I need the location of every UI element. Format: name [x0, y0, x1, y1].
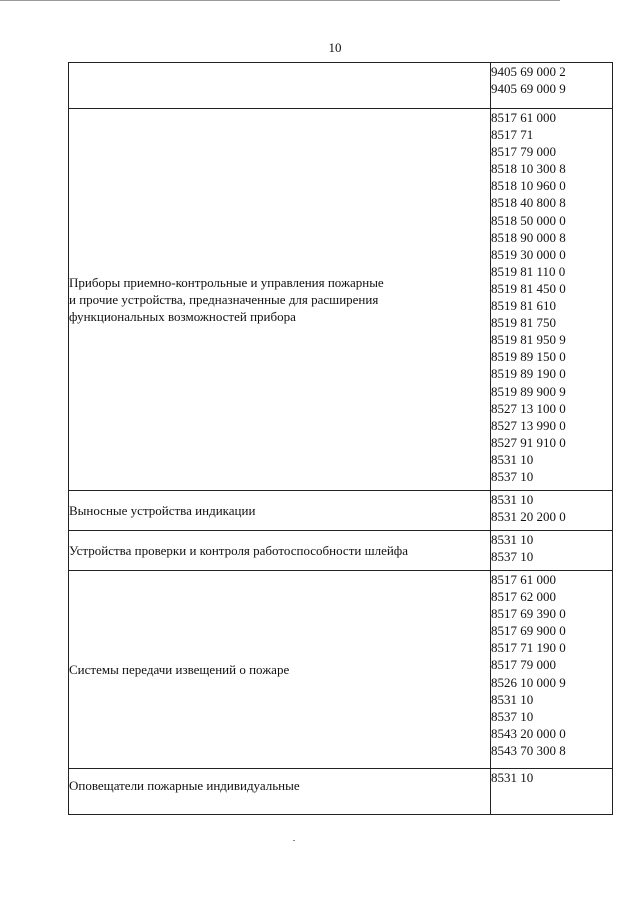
tn-ved-code: 8531 20 200 0 [491, 509, 566, 525]
tn-ved-code: 8519 81 110 0 [491, 263, 566, 279]
tn-ved-code: 8531 10 [491, 492, 534, 507]
table-row [69, 63, 613, 109]
tn-ved-code: 8519 30 000 0 [491, 246, 566, 262]
product-description-line: Оповещатели пожарные индивидуальные [69, 777, 300, 793]
product-description-cell [69, 63, 491, 109]
tn-ved-codes-cell [491, 769, 613, 815]
tn-ved-codes-cell [491, 531, 613, 571]
tn-ved-code: 8518 50 000 0 [491, 212, 566, 228]
product-description-cell [69, 491, 491, 531]
tn-ved-codes-cell [491, 109, 613, 491]
tn-ved-code: 8519 89 900 9 [491, 383, 566, 399]
tn-ved-code: 8517 69 900 0 [491, 623, 566, 639]
tn-ved-code: 8519 81 750 [491, 315, 556, 331]
tn-ved-code: 8543 20 000 0 [491, 725, 566, 741]
tn-ved-codes-cell [491, 491, 613, 531]
tn-ved-code: 8518 10 300 8 [491, 161, 566, 177]
tn-ved-code: 8518 90 000 8 [491, 229, 566, 245]
table-row [69, 109, 613, 491]
tn-ved-code: 8527 13 990 0 [491, 417, 566, 433]
product-description-line: и прочие устройства, предназначенные для расширения [69, 291, 379, 307]
tn-ved-code: 8517 61 000 [491, 110, 556, 125]
page-number: 10 [328, 40, 342, 55]
tn-ved-code: 8537 10 [491, 468, 534, 484]
tn-ved-codes-cell [491, 63, 613, 109]
table-body [69, 63, 613, 815]
tn-ved-code: 8527 91 910 0 [491, 434, 566, 450]
tn-ved-code: 8519 81 950 9 [491, 332, 566, 348]
goods-codes-table [68, 62, 613, 815]
tn-ved-code: 8531 10 [491, 451, 534, 467]
product-description-line: Устройства проверки и контроля работоспособности шлейфа [69, 542, 409, 558]
tn-ved-code: 8518 10 960 0 [491, 178, 566, 194]
tn-ved-code: 8518 40 800 8 [491, 195, 566, 211]
tn-ved-code: 8531 10 [491, 691, 534, 707]
tn-ved-code: 8531 10 [491, 532, 534, 547]
tn-ved-code: 8543 70 300 8 [491, 742, 566, 758]
product-description-line: Системы передачи извещений о пожаре [69, 661, 290, 677]
table-row [69, 531, 613, 571]
tn-ved-code: 8517 71 190 0 [491, 640, 566, 656]
tn-ved-code: 9405 69 000 9 [491, 81, 566, 97]
product-description-cell [69, 571, 491, 769]
tn-ved-code: 8526 10 000 9 [491, 674, 566, 690]
tn-ved-code: 8537 10 [491, 549, 534, 565]
tn-ved-code: 8519 81 610 [491, 298, 556, 314]
table-row [69, 491, 613, 531]
table-row [69, 769, 613, 815]
tn-ved-code: 8517 79 000 [491, 144, 556, 160]
tn-ved-code: 8517 69 390 0 [491, 606, 566, 622]
tn-ved-code: 8517 61 000 [491, 572, 556, 587]
tn-ved-codes-cell [491, 571, 613, 769]
product-description-line: Выносные устройства индикации [69, 502, 256, 518]
tn-ved-code: 8517 62 000 [491, 589, 556, 605]
product-description-line: функциональных возможностей прибора [69, 309, 296, 325]
tn-ved-code: 8519 81 450 0 [491, 280, 566, 296]
product-description-cell [69, 769, 491, 815]
tn-ved-code: 8537 10 [491, 708, 534, 724]
scan-top-edge-line [0, 0, 560, 1]
product-description-cell [69, 531, 491, 571]
tn-ved-code: 9405 69 000 2 [491, 64, 566, 79]
scan-dot-mark [293, 840, 295, 841]
table-row [69, 571, 613, 769]
tn-ved-code: 8517 71 [491, 127, 534, 143]
product-description-cell [69, 109, 491, 491]
tn-ved-code: 8517 79 000 [491, 657, 556, 673]
tn-ved-code: 8527 13 100 0 [491, 400, 566, 416]
product-description-line: Приборы приемно-контрольные и управления пожарные [69, 274, 384, 290]
tn-ved-code: 8519 89 150 0 [491, 349, 566, 365]
tn-ved-code: 8531 10 [491, 770, 534, 785]
tn-ved-code: 8519 89 190 0 [491, 366, 566, 382]
